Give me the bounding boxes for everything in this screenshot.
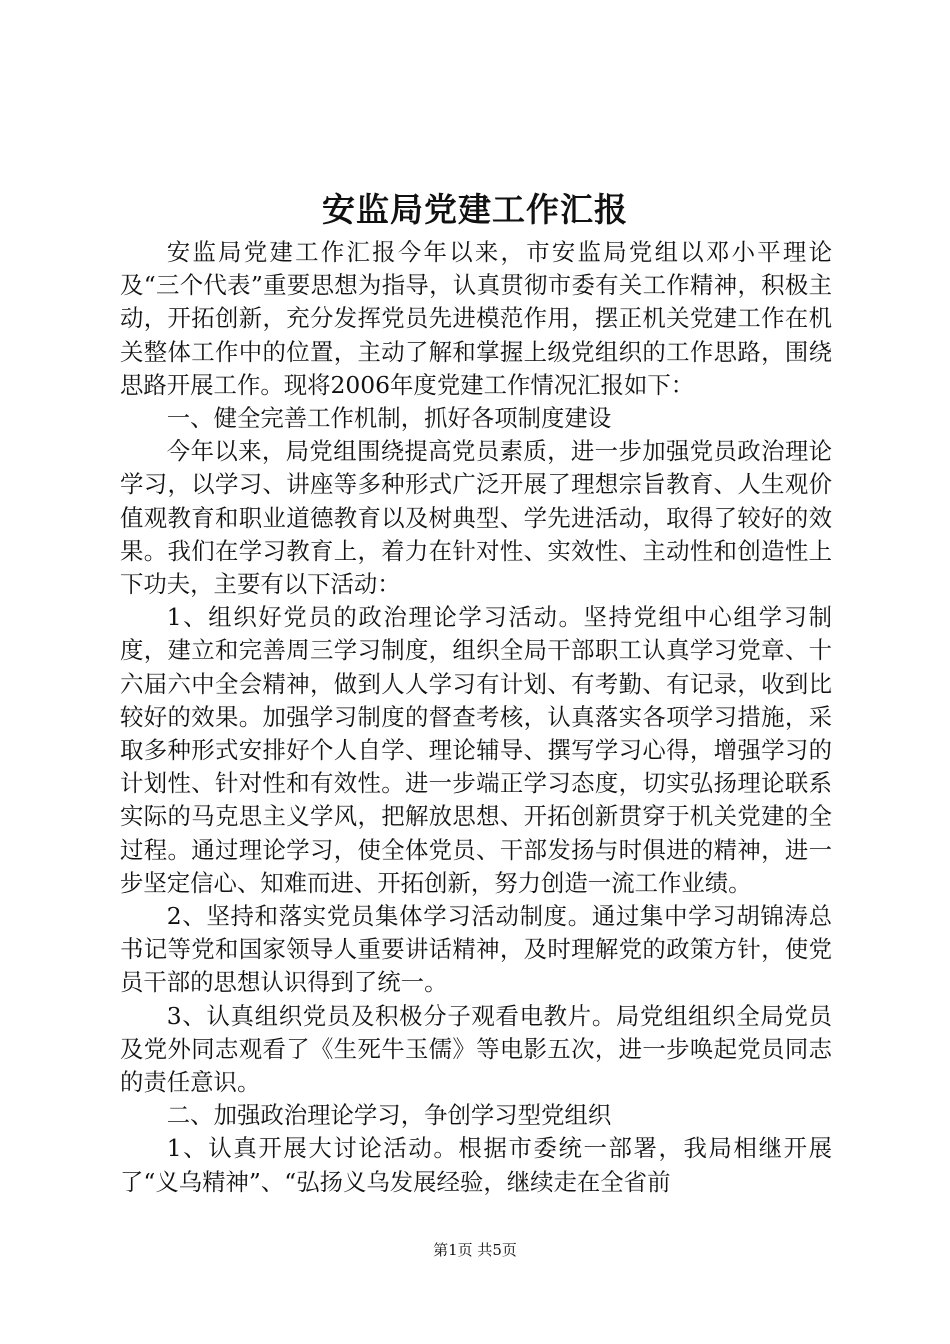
paragraph-item-2: 2、坚持和落实党员集体学习活动制度。通过集中学习胡锦涛总书记等党和国家领导人重要讲话精神，及时理解党的政策方针，使党员干部的思想认识得到了统一。: [120, 902, 832, 997]
paragraph-item-1: 1、组织好党员的政治理论学习活动。坚持党组中心组学习制度，建立和完善周三学习制度，组织全局干部职工认真学习党章、十六届六中全会精神，做到人人学习有计划、有考勤、有记录，收到比较好的效果。加强学习制度的督查考核，认真落实各项学习措施，采取多种形式安排好个人自学、理论辅导、撰写学习心得，增强学习的计划性、针对性和有效性。进一步端正学习态度，切实弘扬理论联系实际的马克思主义学风，把解放思想、开拓创新贯穿于机关党建的全过程。通过理论学习，使全体党员、干部发扬与时俱进的精神，进一步坚定信心、知难而进、开拓创新，努力创造一流工作业绩。: [120, 603, 832, 897]
document-title: 安监局党建工作汇报: [322, 190, 628, 229]
paragraph-item-3: 3、认真组织党员及积极分子观看电教片。局党组组织全局党员及党外同志观看了《生死牛玉儒》等电影五次，进一步唤起党员同志的责任意识。: [120, 1001, 832, 1097]
paragraph-intro: 安监局党建工作汇报今年以来，市安监局党组以邓小平理论及“三个代表”重要思想为指导，认真贯彻市委有关工作精神，积极主动，开拓创新，充分发挥党员先进模范作用，摆正机关党建工作在机关整体工作中的位置，主动了解和掌握上级党组织的工作思路，围绕思路开展工作。现将2006年度党建工作情况汇报如下：: [120, 238, 832, 399]
section-heading-1: 一、健全完善工作机制，抓好各项制度建设: [166, 404, 612, 433]
page-number-label: 第1页 共5页: [433, 1241, 517, 1259]
document-body: [120, 236, 832, 1199]
page-footer: [0, 1240, 950, 1260]
paragraph-section-1-intro: 今年以来，局党组围绕提高党员素质，进一步加强党员政治理论学习，以学习、讲座等多种形式广泛开展了理想宗旨教育、人生观价值观教育和职业道德教育以及树典型、学先进活动，取得了较好的效果。我们在学习教育上，着力在针对性、实效性、主动性和创造性上下功夫，主要有以下活动：: [120, 437, 832, 599]
section-heading-2: 二、加强政治理论学习，争创学习型党组织: [166, 1101, 612, 1130]
paragraph-section-2-item-1: 1、认真开展大讨论活动。根据市委统一部署，我局相继开展了“义乌精神”、“弘扬义乌发展经验，继续走在全省前: [120, 1134, 832, 1196]
